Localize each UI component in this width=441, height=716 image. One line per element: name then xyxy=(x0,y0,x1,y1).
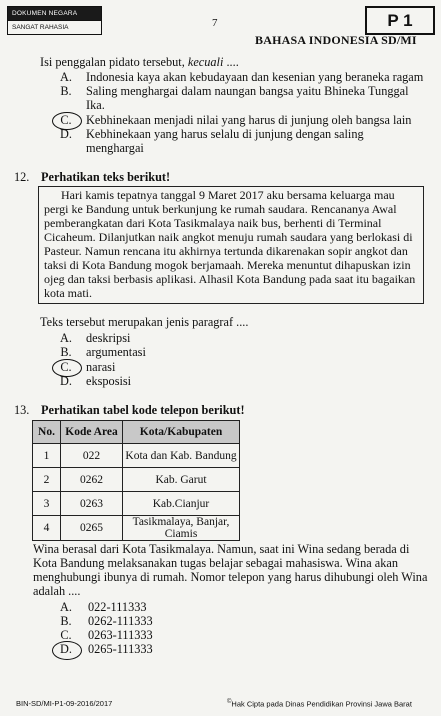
q11-option-a-letter[interactable]: A. xyxy=(60,70,72,84)
table-header-cell: No. xyxy=(33,421,61,444)
table-cell: 0262 xyxy=(61,468,123,492)
q13-option-b-letter[interactable]: B. xyxy=(60,614,72,628)
passage-line: Cicaheum. Dilanjutkan naik angkot menuju rumah saudara yang berlokasi di xyxy=(44,230,413,244)
table-cell: 1 xyxy=(33,444,61,468)
q11-option-b-text-cont: Ika. xyxy=(86,98,105,112)
q11-stem xyxy=(40,55,239,69)
q11-stem-tail: .... xyxy=(223,55,239,69)
q12-question: Teks tersebut merupakan jenis paragraf .... xyxy=(40,315,249,329)
q11-option-c-letter[interactable]: C. xyxy=(60,113,72,127)
q11-stem-text: Isi penggalan pidato tersebut, xyxy=(40,55,188,69)
q11-option-b-text: Saling menghargai dalam naungan bangsa yaitu Bhineka Tunggal xyxy=(86,84,409,98)
table-cell: 2 xyxy=(33,468,61,492)
footer-copyright xyxy=(227,699,412,709)
q12-option-b-letter[interactable]: B. xyxy=(60,345,72,359)
q13-option-d-letter[interactable]: D. xyxy=(60,642,72,656)
q13-stem-line: Kota Bandung melaksanakan tugas belajar sebagai mahasiswa. Wina akan xyxy=(33,556,398,570)
table-cell: Kab. Garut xyxy=(123,468,240,492)
table-header-cell: Kode Area xyxy=(61,421,123,444)
table-cell: 0265 xyxy=(61,516,123,541)
q12-option-b-text: argumentasi xyxy=(86,345,146,359)
q12-option-c-letter[interactable]: C. xyxy=(60,360,72,374)
q12-passage-box xyxy=(38,186,424,304)
stamp-top-label: DOKUMEN NEGARA xyxy=(8,7,101,20)
passage-line: pergi ke Bandung untuk berkunjung ke rumah saudara. Rencananya Awal xyxy=(44,202,397,216)
q13-stem-line: menghubungi ibunya di rumah. Nomor telepon yang harus dihubungi oleh Wina xyxy=(33,570,428,584)
q12-number: 12. xyxy=(14,170,30,184)
phone-code-table xyxy=(32,420,240,541)
q13-option-c-letter[interactable]: C. xyxy=(60,628,72,642)
table-cell: 0263 xyxy=(61,492,123,516)
q12-option-a-letter[interactable]: A. xyxy=(60,331,72,345)
table-cell: 022 xyxy=(61,444,123,468)
table-row xyxy=(33,444,240,468)
table-cell: Kota dan Kab. Bandung xyxy=(123,444,240,468)
page-number: 7 xyxy=(212,17,218,29)
q13-title: Perhatikan tabel kode telepon berikut! xyxy=(41,403,245,417)
q11-option-b-letter[interactable]: B. xyxy=(60,84,72,98)
q11-option-d-text-cont: menghargai xyxy=(86,141,144,155)
table-cell: 3 xyxy=(33,492,61,516)
q13-option-a-text: 022-111333 xyxy=(88,600,147,614)
q12-option-a-text: deskripsi xyxy=(86,331,131,345)
passage-line: pemberangkatan dari Kota Tasikmalaya naik bus, berhenti di Terminal xyxy=(44,216,382,230)
footer-copyright-text: Hak Cipta pada Dinas Pendidikan Provinsi Jawa Barat xyxy=(231,699,412,709)
passage-line: Hari kamis tepatnya tanggal 9 Maret 2017 aku bersama keluarga mau xyxy=(61,188,395,202)
table-cell: Tasikmalaya, Banjar, Ciamis xyxy=(123,516,240,541)
paper-code-box: P 1 xyxy=(365,6,435,35)
passage-line: Pasteur. Namun rencana itu akhirnya tertunda dikarenakan sopir angkot dan xyxy=(44,244,408,258)
q11-stem-emphasis: kecuali xyxy=(187,55,224,69)
passage-line: kota mati. xyxy=(44,286,92,300)
q13-stem-line: Wina berasal dari Kota Tasikmalaya. Namun, saat ini Wina sedang berada di xyxy=(33,542,410,556)
passage-line: ojeg dan taksi berbasis aplikasi. Alhasil Kota Bandung pada saat itu bagaikan xyxy=(44,272,416,286)
subject-title: BAHASA INDONESIA SD/MI xyxy=(255,33,417,47)
q11-option-d-letter[interactable]: D. xyxy=(60,127,72,141)
document-classification-stamp xyxy=(7,6,102,35)
q13-option-b-text: 0262-111333 xyxy=(88,614,153,628)
table-header-cell: Kota/Kabupaten xyxy=(123,421,240,444)
table-cell: Kab.Cianjur xyxy=(123,492,240,516)
q11-option-a-text: Indonesia kaya akan kebudayaan dan kesenian yang beraneka ragam xyxy=(86,70,424,84)
stamp-bottom-label: SANGAT RAHASIA xyxy=(8,20,101,34)
table-row xyxy=(33,492,240,516)
q11-option-c-text: Kebhinekaan menjadi nilai yang harus di junjung oleh bangsa lain xyxy=(86,113,412,127)
q11-option-d-text: Kebhinekaan yang harus selalu di junjung dengan saling xyxy=(86,127,364,141)
q12-title: Perhatikan teks berikut! xyxy=(41,170,171,184)
q12-option-d-letter[interactable]: D. xyxy=(60,374,72,388)
q13-option-c-text: 0263-111333 xyxy=(88,628,153,642)
q13-number: 13. xyxy=(14,403,30,417)
footer-document-code: BIN-SD/MI-P1-09-2016/2017 xyxy=(16,699,113,708)
table-cell: 4 xyxy=(33,516,61,541)
q13-option-d-text: 0265-111333 xyxy=(88,642,153,656)
passage-line: taksi di Kota Bandung mogok berjamaah. Mereka menuntut dihapuskan izin xyxy=(44,258,411,272)
q13-option-a-letter[interactable]: A. xyxy=(60,600,72,614)
q12-option-c-text: narasi xyxy=(86,360,116,374)
q13-stem-line: adalah .... xyxy=(33,584,81,598)
q12-option-d-text: eksposisi xyxy=(86,374,132,388)
table-row xyxy=(33,468,240,492)
table-header-row xyxy=(33,421,240,444)
copyright-mark: © xyxy=(227,699,232,705)
table-row xyxy=(33,516,240,541)
